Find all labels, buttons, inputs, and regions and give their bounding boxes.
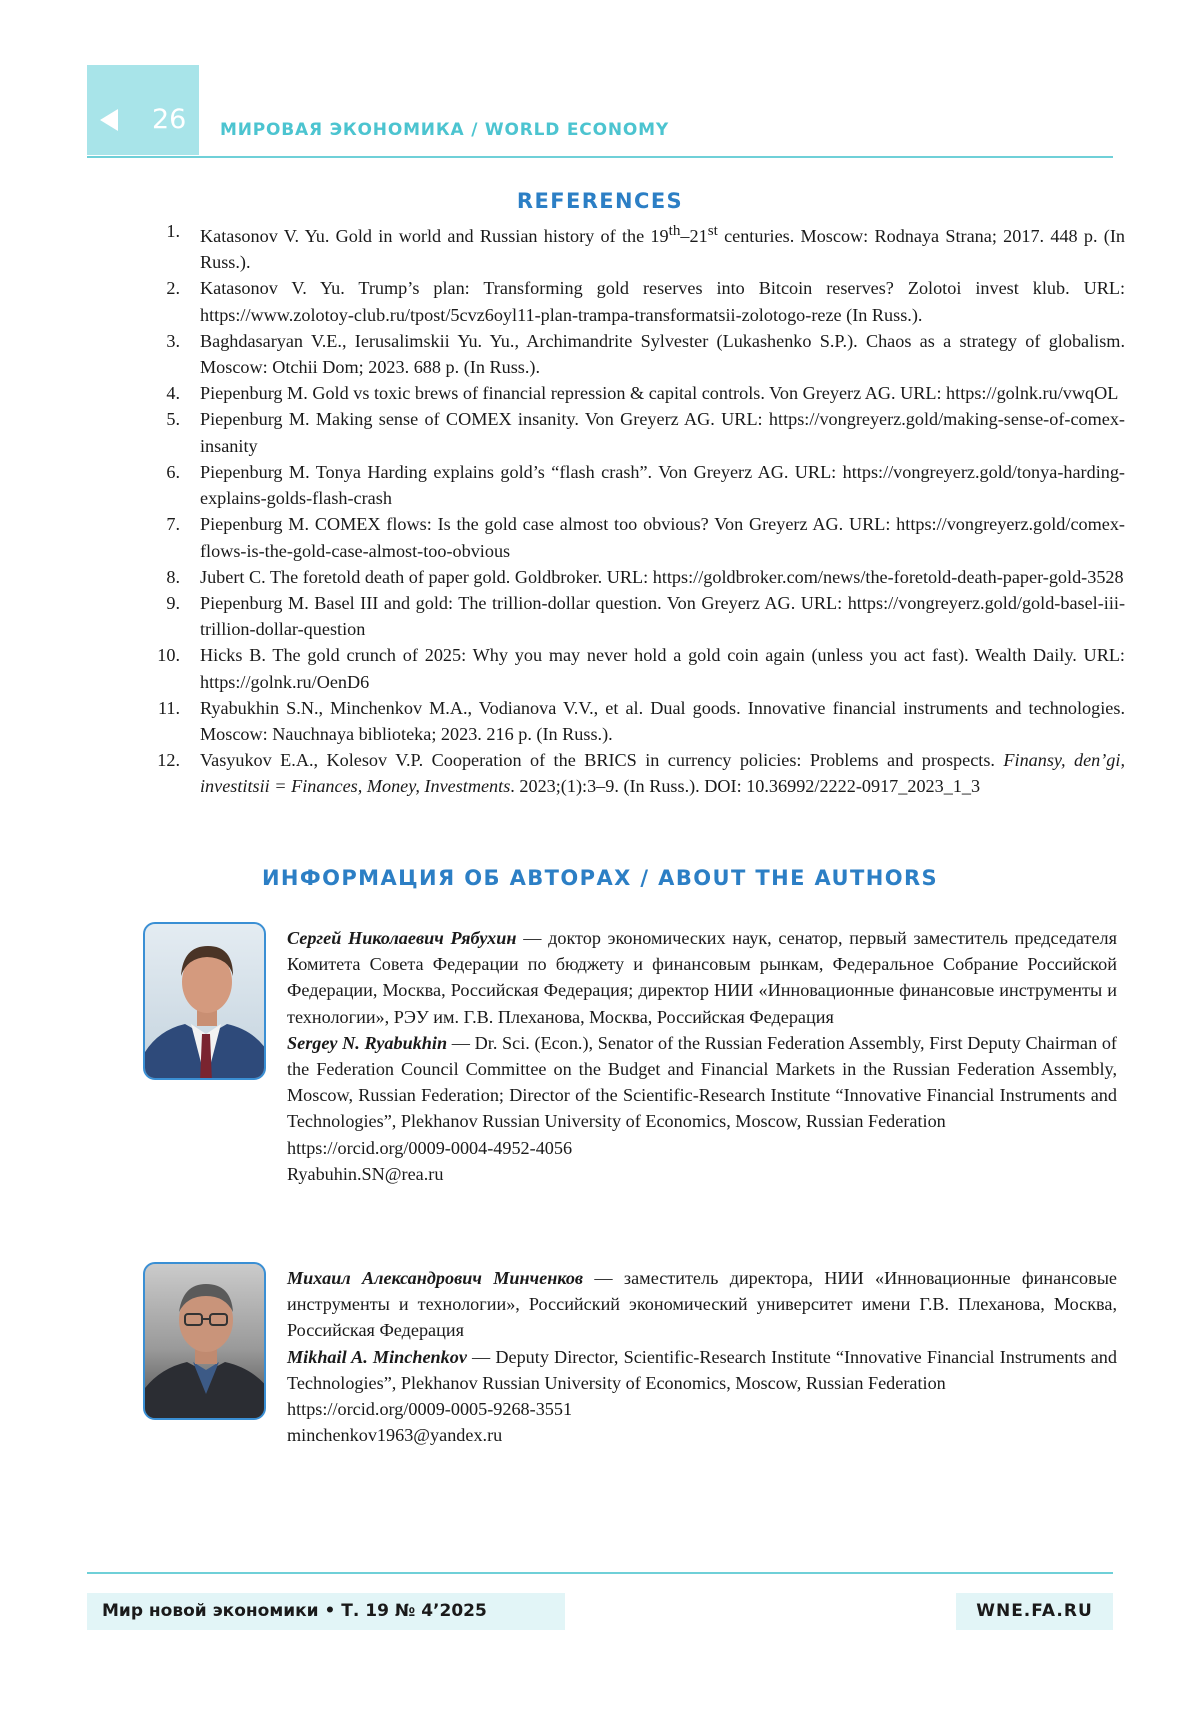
references-list	[145, 218, 1125, 800]
author-email[interactable]: Ryabuhin.SN@rea.ru	[287, 1163, 444, 1184]
reference-text: Hicks B. The gold crunch of 2025: Why you may never hold a gold coin again (unless you act fast). Wealth Daily. URL: https://golnk.ru/OenD6	[200, 645, 1125, 692]
reference-number: 3.	[166, 330, 180, 351]
reference-number: 12.	[157, 750, 180, 771]
header-divider	[87, 156, 1113, 158]
reference-text: Baghdasaryan V.E., Ierusalimskii Yu. Yu., Archimandrite Sylvester (Lukashenko S.P.). Chaos as a strategy of globalism. Moscow: Otchii Dom; 2023. 688 p. (In Russ.).	[200, 330, 1125, 378]
reference-item: 12. Vasyukov E.A., Kolesov V.P. Cooperation of the BRICS in currency policies: Problems and prospects. Finansy, den’gi, investitsii = Finances, Money, Investments. 2023;(1):3–9. (In Russ.). DOI: 10.36992/2222-0917_2023_1_3	[145, 747, 1125, 799]
reference-text: Piepenburg M. Tonya Harding explains gold’s “flash crash”. Von Greyerz AG. URL: https://vongreyerz.gold/tonya-harding-explains-golds-flash-crash	[200, 461, 1125, 509]
author-bio-minchenkov	[287, 1265, 1117, 1448]
author-bio-en: Sergey N. Ryabukhin — Dr. Sci. (Econ.), Senator of the Russian Federation Assembly, First Deputy Chairman of the Federation Council Committee on the Budget and Financial Markets in the Russian Federation Assembly, Moscow, Russian Federation; Director of the Scientific-Research Institute “Innovative Financial Instruments and Technologies”, Plekhanov Russian University of Economics, Moscow, Russian Federation	[287, 1032, 1117, 1132]
reference-item	[145, 328, 1125, 380]
reference-number: 5.	[166, 409, 180, 430]
reference-number: 7.	[166, 514, 180, 535]
author-bio-ru: Михаил Александрович Минченков — заместитель директора, НИИ «Инновационные финансовые инструменты и технологии», Российский экономический университет имени Г.В. Плеханова, Москва, Российская Федерация	[287, 1268, 1117, 1341]
author-name-ru: Сергей Николаевич Рябухин	[287, 928, 517, 948]
reference-number: 1.	[166, 221, 180, 241]
reference-text: Jubert C. The foretold death of paper gold. Goldbroker. URL: https://goldbroker.com/news/the-foretold-death-paper-gold-3528	[200, 566, 1124, 587]
author-bio-ru: Сергей Николаевич Рябухин — доктор экономических наук, сенатор, первый заместитель председателя Комитета Совета Федерации по бюджету и финансовым рынкам, Федеральное Собрание Российской Федерации, Москва, Российская Федерация; директор НИИ «Инновационные финансовые инструменты и технологии», РЭУ им. Г.В. Плеханова, Москва, Российская Федерация	[287, 928, 1117, 1027]
author-photo-minchenkov	[143, 1262, 266, 1420]
footer-website-link[interactable]: WNE.FA.RU	[956, 1593, 1113, 1630]
author-name-ru: Михаил Александрович Минченков	[287, 1268, 584, 1288]
author-name-en: Sergey N. Ryabukhin	[287, 1032, 448, 1053]
author-photo-ryabukhin	[143, 922, 266, 1080]
reference-text: Piepenburg M. Gold vs toxic brews of financial repression & capital controls. Von Greyerz AG. URL: https://golnk.ru/vwqOL	[200, 383, 1119, 404]
authors-heading: ИНФОРМАЦИЯ ОБ АВТОРАХ / ABOUT THE AUTHORS	[261, 866, 939, 890]
footer-journal-info: Мир новой экономики • Т. 19 № 4’2025	[87, 1593, 565, 1630]
reference-item	[145, 511, 1125, 563]
reference-number: 6.	[166, 461, 180, 482]
reference-number: 8.	[166, 566, 180, 587]
reference-text: Piepenburg M. COMEX flows: Is the gold case almost too obvious? Von Greyerz AG. URL: https://vongreyerz.gold/comex-flows-is-the-gold-case-almost-too-obvious	[200, 514, 1125, 561]
reference-item	[145, 590, 1125, 642]
author-name-en: Mikhail A. Minchenkov	[287, 1346, 467, 1367]
reference-number: 9.	[166, 592, 180, 613]
author-bio-ryabukhin	[287, 925, 1117, 1187]
reference-text: Katasonov V. Yu. Trump’s plan: Transforming gold reserves into Bitcoin reserves? Zolotoi invest klub. URL: https://www.zolotoy-club.ru/tpost/5cvz6oyl11-plan-trampa-transformatsii-zolotogo-reze (In Russ.).	[200, 278, 1125, 325]
reference-number: 4.	[166, 383, 180, 404]
reference-item	[145, 695, 1125, 747]
reference-item	[145, 564, 1125, 590]
journal-title: Finansy, den’gi, investitsii = Finances, Money, Investments	[200, 750, 1125, 797]
footer-divider	[87, 1572, 1113, 1574]
reference-text: Piepenburg M. Basel III and gold: The trillion-dollar question. Von Greyerz AG. URL: https://vongreyerz.gold/gold-basel-iii-trillion-dollar-question	[200, 592, 1125, 640]
reference-item: 1. Katasonov V. Yu. Gold in world and Russian history of the 19th–21st centuries. Moscow: Rodnaya Strana; 2017. 448 p. (In Russ.).	[145, 218, 1125, 275]
previous-page-arrow-icon[interactable]	[100, 109, 118, 131]
author-portrait-image	[145, 924, 266, 1080]
reference-number: 10.	[157, 645, 180, 666]
author-portrait-image	[145, 1264, 266, 1420]
reference-item	[145, 275, 1125, 327]
author-bio-en: Mikhail A. Minchenkov — Deputy Director, Scientific-Research Institute “Innovative Financial Instruments and Technologies”, Plekhanov Russian University of Economics, Moscow, Russian Federation	[287, 1346, 1117, 1393]
reference-item	[145, 406, 1125, 458]
author-orcid[interactable]: https://orcid.org/0009-0005-9268-3551	[287, 1399, 573, 1420]
reference-text: Piepenburg M. Making sense of COMEX insanity. Von Greyerz AG. URL: https://vongreyerz.gold/making-sense-of-comex-insanity	[200, 409, 1125, 456]
reference-text: Ryabukhin S.N., Minchenkov M.A., Vodianova V.V., et al. Dual goods. Innovative financial instruments and technologies. Moscow: Nauchnaya biblioteka; 2023. 216 p. (In Russ.).	[200, 697, 1125, 744]
author-email[interactable]: minchenkov1963@yandex.ru	[287, 1425, 503, 1446]
reference-item	[145, 642, 1125, 694]
reference-number: 2.	[166, 278, 180, 299]
references-heading: REFERENCES	[516, 189, 684, 213]
page-number: 26	[152, 104, 187, 135]
journal-section-title: МИРОВАЯ ЭКОНОМИКА / WORLD ECONOMY	[220, 120, 669, 140]
author-orcid[interactable]: https://orcid.org/0009-0004-4952-4056	[287, 1137, 573, 1158]
reference-item	[145, 380, 1125, 406]
reference-number: 11.	[157, 697, 180, 718]
reference-item	[145, 459, 1125, 511]
